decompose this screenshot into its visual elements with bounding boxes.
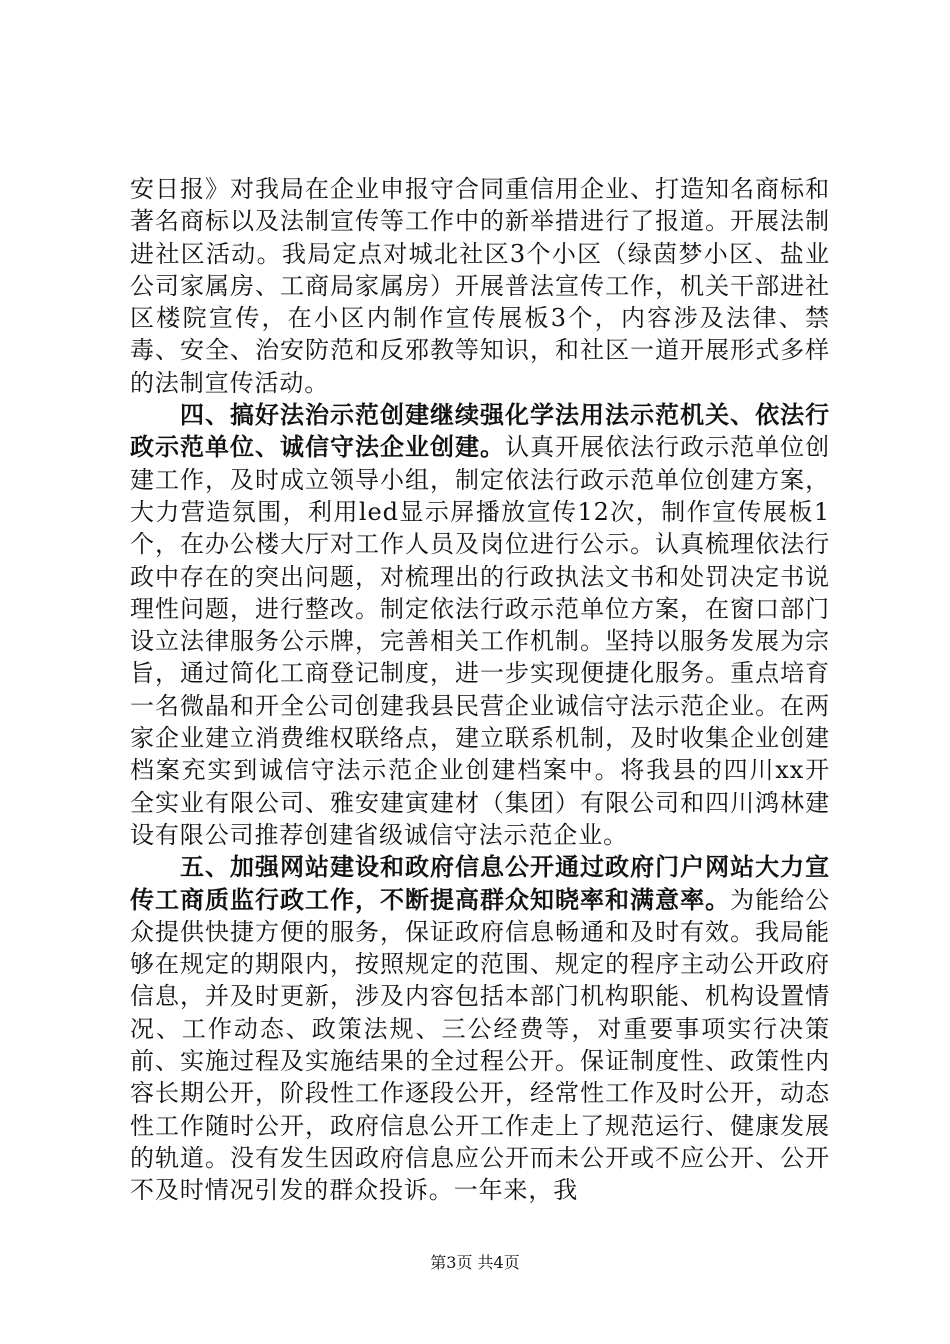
paragraph-text: 认真开展依法行政示范单位创建工作，及时成立领导小组，制定依法行政示范单位创建方案，大力营造氛围，利用led显示屏播放宣传12次，制作宣传展板1个，在办公楼大厅对工作人员及岗位进行公示。认真梳理依法行政中存在的突出问题，对梳理出的行政执法文书和处罚决定书说理性问题，进行整改。制定依法行政示范单位方案，在窗口部门设立法律服务公示牌，完善相关工作机制。坚持以服务发展为宗旨，通过简化工商登记制度，进一步实现便捷化服务。重点培育一名微晶和开全公司创建我县民营企业诚信守法示范企业。在两家企业建立消费维权联络点，建立联系机制，及时收集企业创建档案充实到诚信守法示范企业创建档案中。将我县的四川xx开全实业有限公司、雅安建寅建材（集团）有限公司和四川鸿林建设有限公司推荐创建省级诚信守法示范企业。 — [130, 433, 831, 849]
page-number: 第3页 共4页 — [430, 1253, 520, 1272]
paragraph-section-five — [130, 851, 830, 1206]
paragraph-text: 为能给公众提供快捷方便的服务，保证政府信息畅通和及时有效。我局能够在规定的期限内，按照规定的范围、规定的程序主动公开政府信息，并及时更新，涉及内容包括本部门机构职能、机构设置情况、工作动态、政策法规、三公经费等，对重要事项实行决策前、实施过程及实施结果的全过程公开。保证制度性、政策性内容长期公开，阶段性工作逐段公开，经常性工作及时公开，动态性工作随时公开，政府信息公开工作走上了规范运行、健康发展的轨道。没有发生因政府信息应公开而未公开或不应公开、公开不及时情况引发的群众投诉。一年来，我 — [130, 885, 830, 1205]
paragraph-continuation — [130, 173, 830, 399]
section-heading: 五、加强网站建设和政府信息公开通过政府门户网站大力宣传工商质监行政工作，不断提高群众知晓率和满意率。 — [130, 852, 830, 914]
document-body — [130, 173, 830, 1207]
paragraph-section-four — [130, 399, 830, 851]
section-heading: 四、搞好法治示范创建继续强化学法用法示范机关、依法行政示范单位、诚信守法企业创建。 — [130, 400, 830, 462]
paragraph-text: 安日报》对我局在企业申报守合同重信用企业、打造知名商标和著名商标以及法制宣传等工作中的新举措进行了报道。开展法制进社区活动。我局定点对城北社区3个小区（绿茵梦小区、盐业公司家属房、工商局家属房）开展普法宣传工作，机关干部进社区楼院宣传，在小区内制作宣传展板3个，内容涉及法律、禁毒、安全、治安防范和反邪教等知识，和社区一道开展形式多样的法制宣传活动。 — [130, 175, 830, 397]
page-footer — [0, 1253, 950, 1273]
